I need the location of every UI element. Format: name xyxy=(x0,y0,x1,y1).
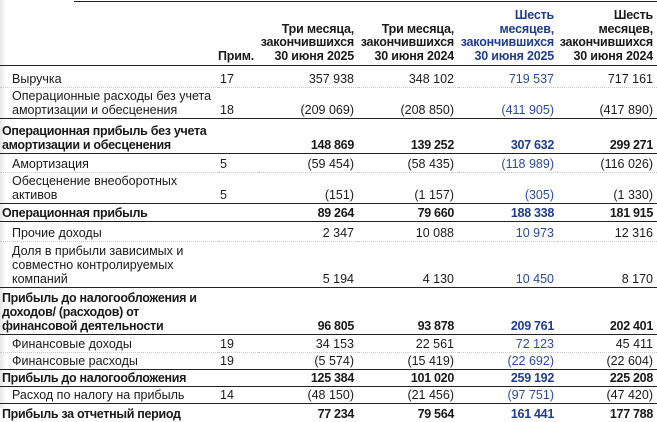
row-label: Прибыль за отчетный период xyxy=(2,406,181,421)
value-3m-2025: 96 805 xyxy=(258,288,358,335)
table-row-share-of-associates xyxy=(0,242,657,288)
value-3m-2024: (21 456) xyxy=(358,387,458,404)
value-3m-2025: 125 384 xyxy=(258,370,358,387)
value-3m-2024: 79 564 xyxy=(417,406,454,421)
row-label: Прочие доходы xyxy=(0,222,218,242)
table-row-profit-before-tax-and-finance xyxy=(0,288,657,335)
row-label: Амортизация xyxy=(0,154,218,173)
table-row-profit-before-tax xyxy=(0,370,657,387)
row-label: Прибыль до налогообложения и доходов/ (расходов) от финансовой деятельности xyxy=(0,288,218,335)
header-row xyxy=(0,9,657,66)
note-column-header: Прим. xyxy=(218,9,258,66)
value-6m-2024: 181 915 xyxy=(558,204,657,222)
column-header-6m-2024 xyxy=(558,9,657,66)
value-6m-2024: (1 330) xyxy=(558,173,657,204)
value-3m-2024: (1 157) xyxy=(358,173,458,204)
header-line3: 30 июня 2025 xyxy=(474,48,554,63)
value-6m-2025: 161 441 xyxy=(510,406,554,421)
value-3m-2024: 10 088 xyxy=(358,222,458,242)
label-column-header xyxy=(0,9,218,66)
row-label: Операционные расходы без учета амортизации и обесценения xyxy=(0,88,218,119)
row-note xyxy=(218,222,258,242)
header-line3: 30 июня 2025 xyxy=(274,48,354,63)
value-6m-2025: 209 761 xyxy=(458,288,558,335)
row-note xyxy=(218,370,258,387)
value-3m-2025: 357 938 xyxy=(258,66,358,88)
row-label: Операционная прибыль без учета амортизации и обесценения xyxy=(0,119,218,154)
value-3m-2024: 79 660 xyxy=(358,204,458,222)
value-3m-2025: 5 194 xyxy=(258,242,358,288)
value-3m-2024: (58 435) xyxy=(358,154,458,173)
row-label: Операционная прибыль xyxy=(0,204,218,222)
row-label: Обесценение внеоборотных активов xyxy=(0,173,218,204)
table-row-depreciation xyxy=(0,154,657,173)
row-label: Прибыль до налогообложения xyxy=(0,370,218,387)
header-line1: Шесть месяцев, xyxy=(598,8,653,36)
value-6m-2025: (22 692) xyxy=(458,353,558,370)
header-line2: закончившихся xyxy=(460,35,554,49)
row-note: 14 xyxy=(218,387,258,404)
value-6m-2024: (417 890) xyxy=(558,88,657,119)
value-6m-2025: 259 192 xyxy=(458,370,558,387)
value-3m-2025: 34 153 xyxy=(258,335,358,353)
header-line3: 30 июня 2024 xyxy=(573,48,653,63)
row-note xyxy=(218,242,258,288)
value-3m-2025: (151) xyxy=(258,173,358,204)
row-note xyxy=(218,404,258,422)
header-line3: 30 июня 2024 xyxy=(374,48,454,63)
column-header-3m-2025 xyxy=(258,9,358,66)
value-6m-2025: (305) xyxy=(458,173,558,204)
value-6m-2024: 12 316 xyxy=(558,222,657,242)
header-line2: закончившихся xyxy=(559,35,653,49)
row-note: 5 xyxy=(218,154,258,173)
table-row-operating-expenses xyxy=(0,88,657,119)
value-3m-2025: 89 264 xyxy=(258,204,358,222)
header-line2: закончившихся xyxy=(360,35,454,49)
value-6m-2025: (118 989) xyxy=(458,154,558,173)
value-6m-2025: 72 123 xyxy=(458,335,558,353)
table-row-oibda xyxy=(0,119,657,154)
table-row-operating-profit xyxy=(0,204,657,222)
table-row-income-tax xyxy=(0,387,657,404)
row-note xyxy=(218,119,258,154)
value-6m-2025: 188 338 xyxy=(458,204,558,222)
value-6m-2024: (22 604) xyxy=(558,353,657,370)
row-note xyxy=(218,204,258,222)
table-row-impairment xyxy=(0,173,657,204)
value-6m-2025: (411 905) xyxy=(458,88,558,119)
value-3m-2024: 101 020 xyxy=(358,370,458,387)
value-6m-2025: 719 537 xyxy=(458,66,558,88)
value-3m-2025: (59 454) xyxy=(258,154,358,173)
value-3m-2025: 2 347 xyxy=(258,222,358,242)
table-row-finance-income xyxy=(0,335,657,353)
value-6m-2024: 177 788 xyxy=(609,406,653,421)
row-label: Выручка xyxy=(0,66,218,88)
value-3m-2024: 139 252 xyxy=(358,119,458,154)
row-note: 17 xyxy=(218,66,258,88)
header-line1: Шесть месяцев, xyxy=(499,8,554,36)
value-6m-2025: 10 973 xyxy=(458,222,558,242)
row-note: 19 xyxy=(218,335,258,353)
table-row-finance-expenses xyxy=(0,353,657,370)
value-6m-2025: 10 450 xyxy=(458,242,558,288)
column-header-6m-2025 xyxy=(458,9,558,66)
value-6m-2024: (116 026) xyxy=(558,154,657,173)
row-label: Расход по налогу на прибыль xyxy=(0,387,218,404)
row-note: 19 xyxy=(218,353,258,370)
value-3m-2025: 77 234 xyxy=(317,406,354,421)
row-label: Финансовые доходы xyxy=(0,335,218,353)
value-3m-2025: (48 150) xyxy=(258,387,358,404)
table-row-net-profit xyxy=(0,404,657,422)
value-3m-2024: 4 130 xyxy=(358,242,458,288)
row-label: Финансовые расходы xyxy=(0,353,218,370)
value-6m-2025: (97 751) xyxy=(458,387,558,404)
header-line2: закончившихся xyxy=(260,35,354,49)
value-3m-2025: 148 869 xyxy=(258,119,358,154)
value-3m-2025: (5 574) xyxy=(258,353,358,370)
row-label: Доля в прибыли зависимых и совместно контролируемых компаний xyxy=(0,242,218,288)
value-6m-2024: (47 420) xyxy=(558,387,657,404)
value-6m-2024: 299 271 xyxy=(558,119,657,154)
value-3m-2024: 348 102 xyxy=(358,66,458,88)
value-6m-2024: 225 208 xyxy=(558,370,657,387)
column-header-3m-2024 xyxy=(358,9,458,66)
header-line1: Три месяца, xyxy=(381,21,454,36)
value-3m-2025: (209 069) xyxy=(258,88,358,119)
header-line1: Три месяца, xyxy=(281,21,354,36)
value-6m-2025: 307 632 xyxy=(458,119,558,154)
row-note xyxy=(218,288,258,335)
value-6m-2024: 202 401 xyxy=(558,288,657,335)
value-3m-2024: (15 419) xyxy=(358,353,458,370)
value-3m-2024: 93 878 xyxy=(358,288,458,335)
top-rule xyxy=(74,1,657,2)
value-6m-2024: 717 161 xyxy=(558,66,657,88)
row-note: 18 xyxy=(218,88,258,119)
value-6m-2024: 8 170 xyxy=(558,242,657,288)
table-row-revenue xyxy=(0,66,657,88)
value-6m-2024: 45 411 xyxy=(558,335,657,353)
value-3m-2024: (208 850) xyxy=(358,88,458,119)
table-row-other-income xyxy=(0,222,657,242)
row-note: 5 xyxy=(218,173,258,204)
income-statement-table xyxy=(0,9,657,422)
value-3m-2024: 22 561 xyxy=(358,335,458,353)
